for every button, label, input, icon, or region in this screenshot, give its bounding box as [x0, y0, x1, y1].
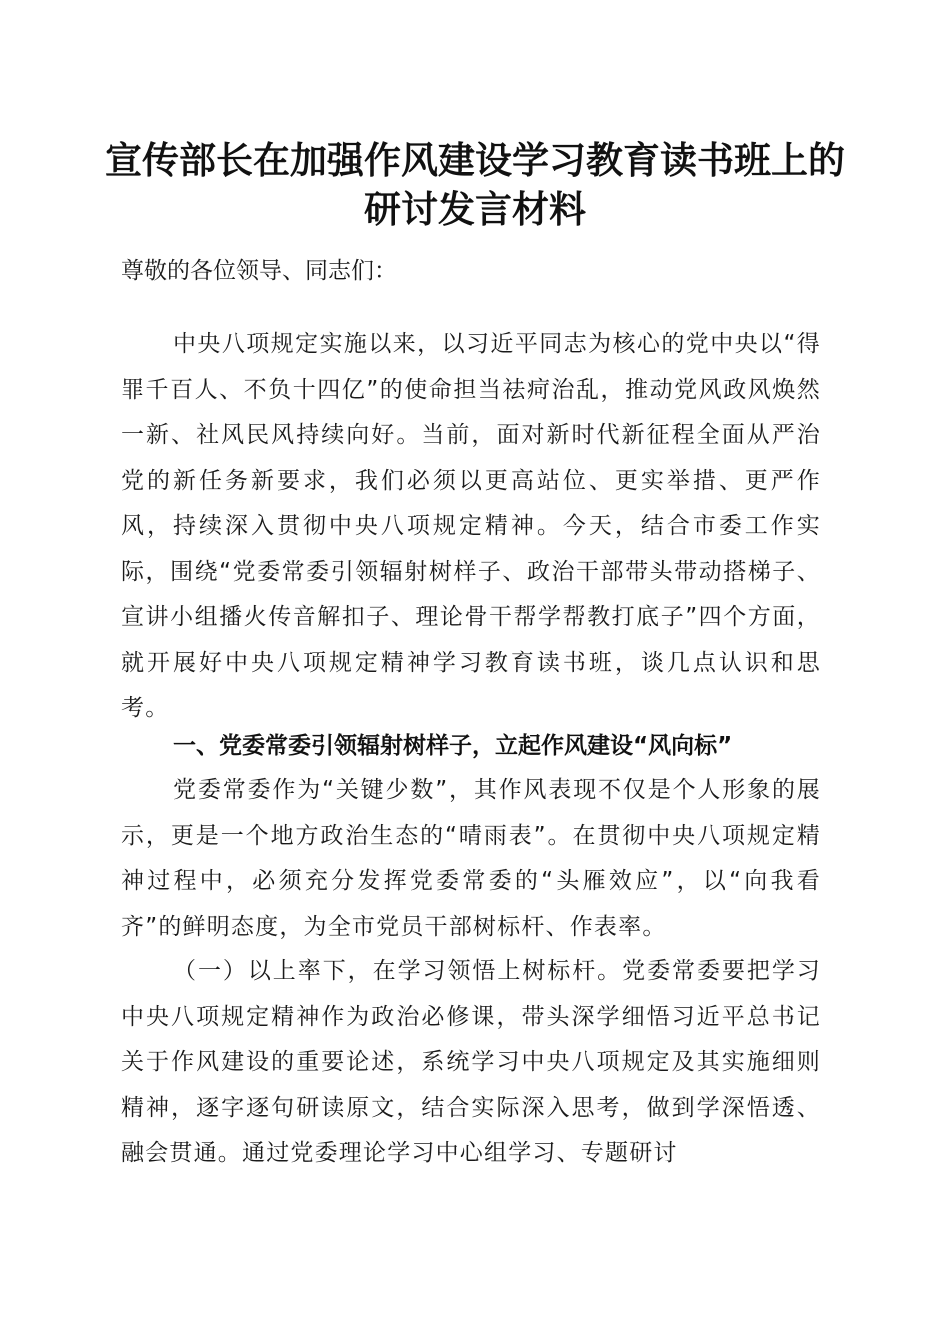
- section-heading-1: 一、党委常委引领辐射树样子，立起作风建设“风向标”: [173, 733, 733, 759]
- document-title-line-1: 宣传部长在加强作风建设学习教育读书班上的: [105, 138, 845, 182]
- salutation: 尊敬的各位领导、同志们：: [121, 258, 397, 284]
- paragraph-section-1: 党委常委作为“关键少数”，其作风表现不仅是个人形象的展示，更是一个地方政治生态的“晴雨表”。在贯彻中央八项规定精神过程中，必须充分发挥党委常委的“头雁效应”，以“向我看齐”的鲜明态度，为全市党员干部树标杆、作表率。: [121, 777, 821, 940]
- document-title-line-2: 研讨发言材料: [364, 187, 586, 231]
- paragraph-subsection-1: （一）以上率下，在学习领悟上树标杆。党委常委要把学习中央八项规定精神作为政治必修课，带头深学细悟习近平总书记关于作风建设的重要论述，系统学习中央八项规定及其实施细则精神，逐字逐句研读原文，结合实际深入思考，做到学深悟透、融会贯通。通过党委理论学习中心组学习、专题研讨: [121, 958, 821, 1166]
- paragraph-intro: 中央八项规定实施以来，以习近平同志为核心的党中央以“得罪千百人、不负十四亿”的使命担当祛疴治乱，推动党风政风焕然一新、社风民风持续向好。当前，面对新时代新征程全面从严治党的新任务新要求，我们必须以更高站位、更实举措、更严作风，持续深入贯彻中央八项规定精神。今天，结合市委工作实际，围绕“党委常委引领辐射树样子、政治干部带头带动搭梯子、宣讲小组播火传音解扣子、理论骨干帮学帮教打底子”四个方面，就开展好中央八项规定精神学习教育读书班，谈几点认识和思考。: [121, 331, 821, 721]
